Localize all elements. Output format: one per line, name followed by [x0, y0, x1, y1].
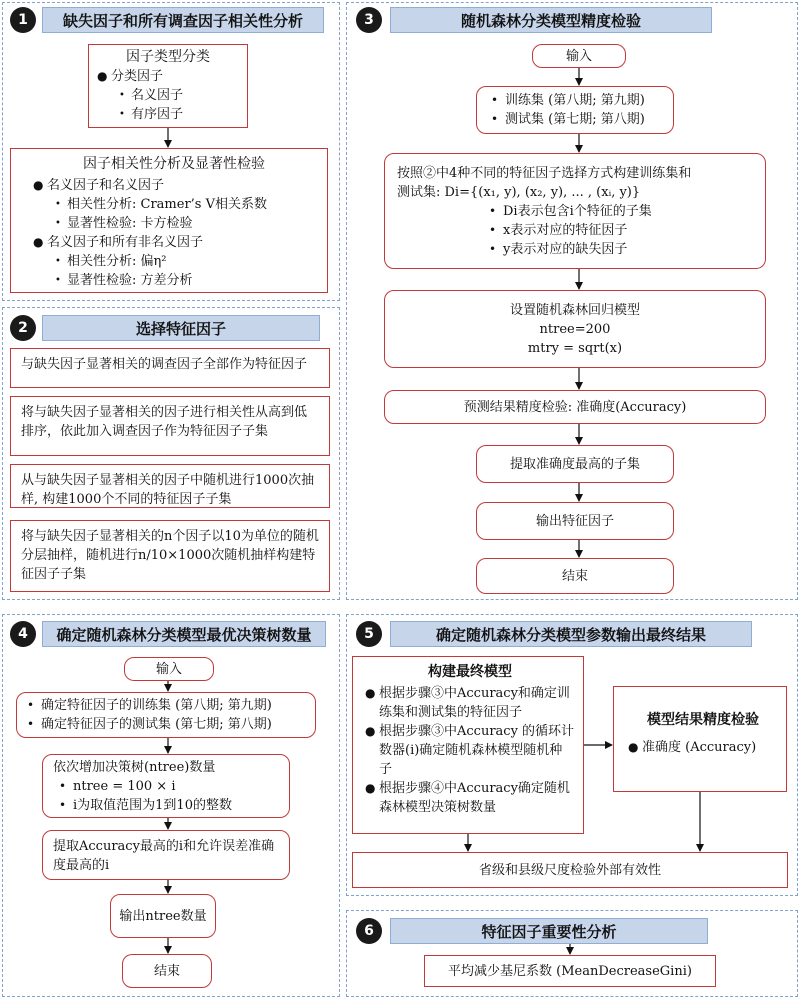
group-1: ● 名义因子和名义因子 [33, 178, 165, 193]
panel-1-title: 缺失因子和所有调查因子相关性分析 [42, 7, 324, 33]
s4-extract: 提取Accuracy最高的i和允许误差准确度最高的i [42, 830, 290, 880]
s4-test-set: • 确定特征因子的测试集 (第七期; 第八期) [27, 717, 272, 732]
panel-2-title: 选择特征因子 [42, 315, 320, 341]
s6-gini: 平均减少基尼系数 (MeanDecreaseGini) [424, 955, 716, 987]
s5-build-model [352, 656, 584, 834]
s4-ntree [42, 754, 290, 818]
step-4-badge: 4 [10, 621, 36, 647]
s3-build-line-2: 测试集: Di={(x₁, y), (x₂, y), ... , (xᵢ, y)} [397, 185, 641, 200]
selection-method-2: 将与缺失因子显著相关的因子进行相关性从高到低排序，依此加入调查因子作为特征因子子集 [10, 396, 330, 456]
s3-rf-mtry: mtry = sqrt(x) [527, 340, 623, 356]
factor-type-title: 因子类型分类 [126, 49, 210, 65]
s4-sets [16, 692, 316, 738]
s3-train-set: • 训练集 (第八期; 第九期) [491, 93, 645, 108]
group-2: ● 名义因子和所有非名义因子 [33, 235, 204, 250]
s4-output: 输出ntree数量 [110, 894, 216, 938]
s5-build-item-2: ● 根据步骤③中Accuracy 的循环计数器(i)确定随机森林模型随机种子 [365, 724, 575, 777]
correlation-title: 因子相关性分析及显著性检验 [83, 156, 265, 172]
s3-build-item-3: • y表示对应的缺失因子 [489, 242, 628, 257]
s3-end: 结束 [476, 558, 674, 594]
s3-build-item-1: • Di表示包含i个特征的子集 [489, 204, 652, 219]
selection-method-4: 将与缺失因子显著相关的n个因子以10为单位的随机分层抽样，随机进行n/10×1000次随机抽样构建特征因子子集 [10, 520, 330, 592]
step-6-badge: 6 [356, 918, 382, 944]
s5-accuracy-check [613, 686, 787, 792]
s3-extract: 提取准确度最高的子集 [476, 445, 674, 483]
s4-end: 结束 [122, 954, 212, 988]
s3-test-set: • 测试集 (第七期; 第八期) [491, 112, 645, 127]
s4-input: 输入 [124, 657, 214, 681]
s5-acc-item: ● 准确度 (Accuracy) [628, 740, 757, 755]
s4-train-set: • 确定特征因子的训练集 (第八期; 第九期) [27, 698, 272, 713]
s5-validation: 省级和县级尺度检验外部有效性 [352, 852, 788, 888]
s3-rf-model [384, 290, 766, 368]
s5-build-item-1: ● 根据步骤③中Accuracy和确定训练集和测试集的特征因子 [365, 686, 570, 720]
group-1-item-1: • 相关性分析: Cramer’s V相关系数 [55, 197, 267, 212]
group-2-item-2: • 显著性检验: 方差分析 [55, 273, 193, 288]
step-1-badge: 1 [10, 7, 36, 33]
panel-4-title: 确定随机森林分类模型最优决策树数量 [42, 621, 326, 647]
s3-sets [476, 86, 674, 134]
step-5-badge: 5 [356, 621, 382, 647]
group-1-item-2: • 显著性检验: 卡方检验 [55, 216, 193, 231]
selection-method-1: 与缺失因子显著相关的调查因子全部作为特征因子 [10, 348, 330, 388]
s3-input: 输入 [532, 44, 626, 68]
correlation-box [10, 148, 328, 293]
s5-acc-title: 模型结果精度检验 [647, 712, 759, 728]
group-2-item-1: • 相关性分析: 偏η² [55, 254, 167, 269]
selection-method-3: 从与缺失因子显著相关的因子中随机进行1000次抽样, 构建1000个不同的特征因子子集 [10, 464, 330, 508]
s3-build-sets [384, 153, 766, 269]
s3-build-item-2: • x表示对应的特征因子 [489, 223, 628, 238]
s3-build-line-1: 按照②中4种不同的特征因子选择方式构建训练集和 [397, 166, 692, 181]
s4-ntree-item-1: • ntree = 100 × i [59, 779, 176, 794]
s3-output: 输出特征因子 [476, 502, 674, 540]
step-2-badge: 2 [10, 315, 36, 341]
s3-rf-ntree: ntree=200 [539, 321, 611, 337]
s3-rf-title: 设置随机森林回归模型 [509, 302, 640, 318]
factor-type-sub-1: • 名义因子 [119, 88, 184, 103]
factor-type-bullet: ● 分类因子 [97, 69, 164, 84]
s4-ntree-item-2: • i为取值范围为1到10的整数 [59, 798, 232, 813]
s5-build-item-3: ● 根据步骤④中Accuracy确定随机森林模型决策树数量 [365, 781, 570, 815]
factor-type-box [88, 44, 248, 128]
s3-predict: 预测结果精度检验: 准确度(Accuracy) [384, 390, 766, 424]
panel-5-title: 确定随机森林分类模型参数输出最终结果 [390, 621, 752, 647]
panel-6-title: 特征因子重要性分析 [390, 918, 708, 944]
step-3-badge: 3 [356, 7, 382, 33]
s4-ntree-title: 依次增加决策树(ntree)数量 [53, 760, 216, 775]
panel-3-title: 随机森林分类模型精度检验 [390, 7, 712, 33]
s5-build-title: 构建最终模型 [428, 664, 512, 680]
factor-type-sub-2: • 有序因子 [119, 107, 184, 122]
